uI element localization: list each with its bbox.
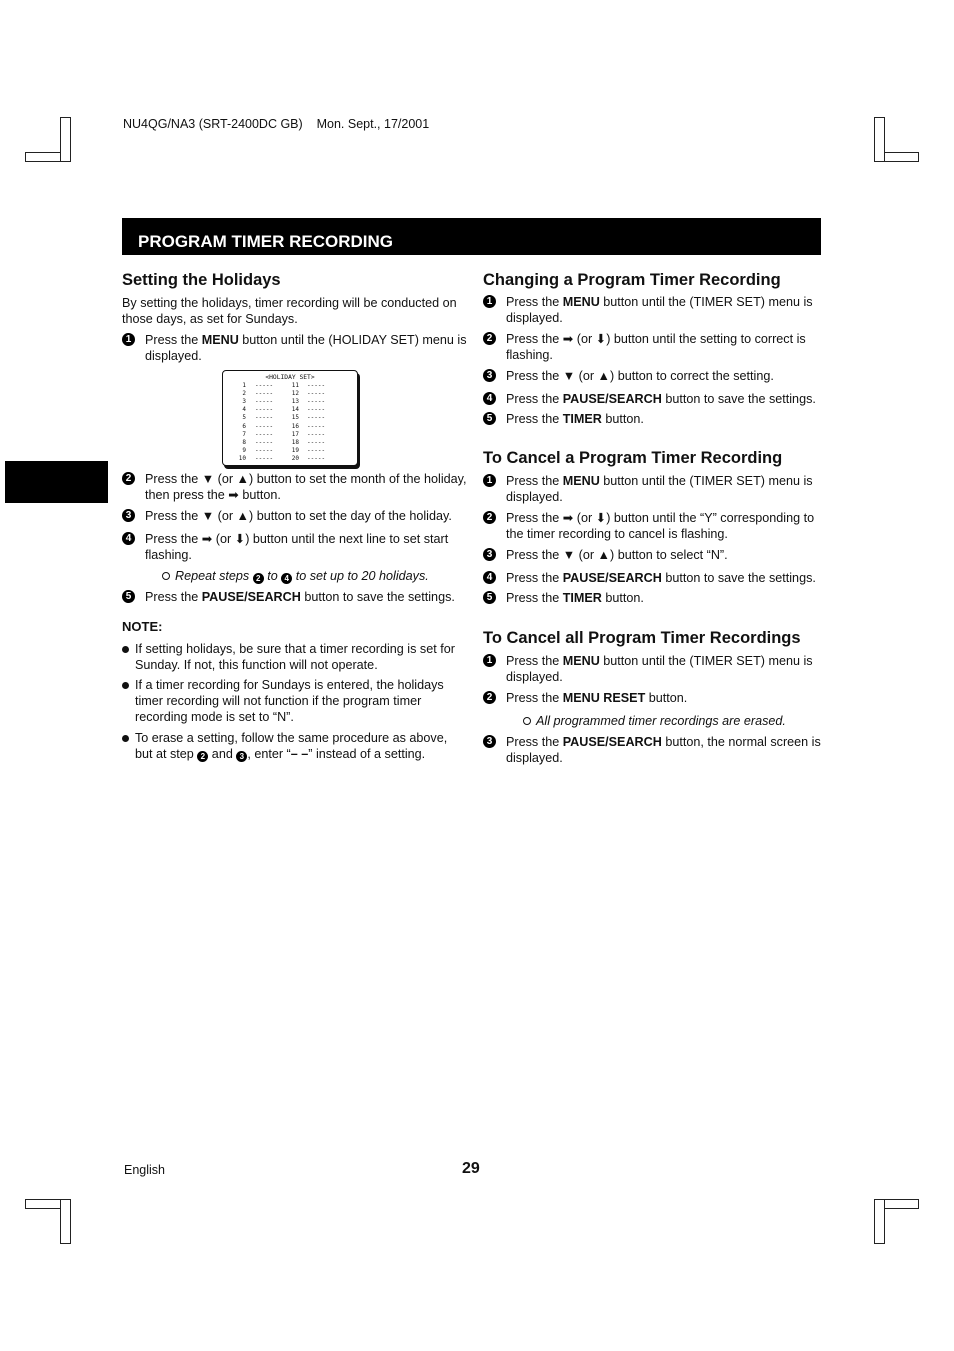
holiday-slot-number: 8: [242, 438, 246, 446]
left-step-3: 3 Press the ▼ (or ▲) button to set the day of the holiday.: [122, 508, 467, 524]
holiday-slot-value: -----: [255, 422, 274, 430]
holiday-slot-number: 12: [291, 390, 299, 398]
holiday-slot-number: 5: [242, 414, 246, 422]
holiday-slot-value: -----: [255, 398, 274, 406]
holiday-slot-number: 9: [242, 446, 246, 454]
doc-date: Mon. Sept., 17/2001: [316, 117, 430, 131]
cancel-all-step-3: 3 Press the PAUSE/SEARCH button, the normal screen is displayed.: [483, 734, 823, 766]
holiday-slot-number: 16: [291, 422, 299, 430]
holiday-slot-number: 4: [242, 406, 246, 414]
heading-cancel-timer: To Cancel a Program Timer Recording: [483, 449, 783, 467]
bullet-icon: [122, 682, 129, 689]
banner-title: PROGRAM TIMER RECORDING: [138, 232, 393, 251]
change-step-1: 1 Press the MENU button until the (TIMER SET) menu is displayed.: [483, 294, 823, 326]
footer-language: English: [124, 1163, 165, 1177]
holiday-slot-number: 19: [291, 446, 299, 454]
page-number: 29: [462, 1160, 480, 1177]
holiday-slot-value: -----: [307, 454, 326, 462]
left-step-4: 4 Press the ➡ (or ⬇) button until the next line to set start flashing.: [122, 531, 467, 563]
holiday-slot-value: -----: [255, 382, 274, 389]
note-item-2: If a timer recording for Sundays is entered, the holidays timer recording will not function if the program timer recording mode is set to “N”.: [122, 677, 467, 725]
left-column-lower: [122, 471, 467, 762]
holiday-slot-number: 15: [291, 414, 299, 422]
cancel-all-step-2: 2 Press the MENU RESET button.: [483, 690, 823, 706]
holiday-slot-number: 17: [291, 430, 299, 438]
cancel-step-3: 3 Press the ▼ (or ▲) button to select “N”.: [483, 547, 823, 563]
holiday-slot-value: -----: [255, 454, 274, 462]
holiday-slot-value: -----: [307, 438, 326, 446]
change-step-4: 4 Press the PAUSE/SEARCH button to save the settings.: [483, 391, 823, 407]
holiday-slot-number: 11: [291, 382, 299, 389]
holiday-slot-number: 3: [242, 398, 246, 406]
change-step-5: 5 Press the TIMER button.: [483, 411, 823, 427]
circle-bullet-icon: [523, 717, 531, 725]
holiday-slot-value: -----: [255, 406, 274, 414]
holiday-slot-value: -----: [307, 430, 326, 438]
intro-text: By setting the holidays, timer recording will be conducted on those days, as set for Sundays.: [122, 296, 457, 326]
holiday-slot-number: 14: [291, 406, 299, 414]
note-item-1: If setting holidays, be sure that a timer recording is set for Sunday. If not, this function will not operate.: [122, 641, 467, 673]
side-tab: [5, 461, 108, 503]
heading-changing-timer: Changing a Program Timer Recording: [483, 271, 781, 289]
holiday-slot-value: -----: [255, 390, 274, 398]
holiday-slot-number: 1: [242, 382, 246, 389]
holiday-slot-number: 18: [291, 438, 299, 446]
left-column: [122, 270, 467, 364]
menu-title: <HOLIDAY SET>: [265, 374, 315, 381]
holiday-slot-value: -----: [307, 422, 326, 430]
holiday-slot-value: -----: [255, 430, 274, 438]
holiday-slot-number: 13: [291, 398, 299, 406]
circle-bullet-icon: [162, 572, 170, 580]
holiday-slot-number: 6: [242, 422, 246, 430]
cancel-step-5: 5 Press the TIMER button.: [483, 590, 823, 606]
cancel-all-step-2-note: All programmed timer recordings are erased.: [483, 713, 823, 729]
right-column: [483, 270, 823, 766]
holiday-slot-value: -----: [255, 438, 274, 446]
doc-code: NU4QG/NA3 (SRT-2400DC GB): [123, 117, 303, 131]
heading-cancel-all: To Cancel all Program Timer Recordings: [483, 629, 801, 647]
cancel-all-step-1: 1 Press the MENU button until the (TIMER SET) menu is displayed.: [483, 653, 823, 685]
holiday-slot-value: -----: [255, 414, 274, 422]
menu-button-label: MENU: [201, 333, 239, 347]
holiday-slot-number: 2: [242, 390, 246, 398]
change-step-2: 2 Press the ➡ (or ⬇) button until the setting to correct is flashing.: [483, 331, 823, 363]
left-step-1: 1 Press the MENU button until the (HOLIDAY SET) menu is displayed.: [122, 332, 467, 364]
holiday-slot-value: -----: [307, 398, 326, 406]
note-heading: NOTE:: [122, 619, 163, 634]
holiday-set-menu-screen: [222, 370, 358, 466]
section-banner: [122, 218, 821, 255]
holiday-slot-number: 7: [242, 430, 246, 438]
cancel-step-1: 1 Press the MENU button until the (TIMER SET) menu is displayed.: [483, 473, 823, 505]
note-item-3: To erase a setting, follow the same procedure as above, but at step 2 and 3 , enter “– –” instead of a setting.: [122, 730, 467, 762]
bullet-icon: [122, 735, 129, 742]
holiday-slot-value: -----: [307, 390, 326, 398]
holiday-slot-number: 10: [238, 454, 246, 462]
doc-header: [123, 117, 429, 131]
holiday-slot-value: -----: [307, 414, 326, 422]
left-step-5: 5 Press the PAUSE/SEARCH button to save the settings.: [122, 589, 467, 605]
holiday-slot-number: 20: [291, 454, 299, 462]
bullet-icon: [122, 646, 129, 653]
left-step-4-note: Repeat steps 2 to 4 to set up to 20 holidays.: [122, 568, 467, 584]
cancel-step-4: 4 Press the PAUSE/SEARCH button to save the settings.: [483, 570, 823, 586]
change-step-3: 3 Press the ▼ (or ▲) button to correct the setting.: [483, 368, 823, 384]
cancel-step-2: 2 Press the ➡ (or ⬇) button until the “Y” corresponding to the timer recording to cancel is flashing.: [483, 510, 823, 542]
heading-setting-holidays: Setting the Holidays: [122, 271, 281, 289]
holiday-slot-value: -----: [307, 382, 326, 389]
left-step-2: 2 Press the ▼ (or ▲) button to set the month of the holiday, then press the ➡ button.: [122, 471, 467, 503]
holiday-slot-value: -----: [307, 406, 326, 414]
holiday-slot-value: -----: [307, 446, 326, 454]
holiday-slot-value: -----: [255, 446, 274, 454]
step-number-1: 1: [122, 333, 135, 346]
